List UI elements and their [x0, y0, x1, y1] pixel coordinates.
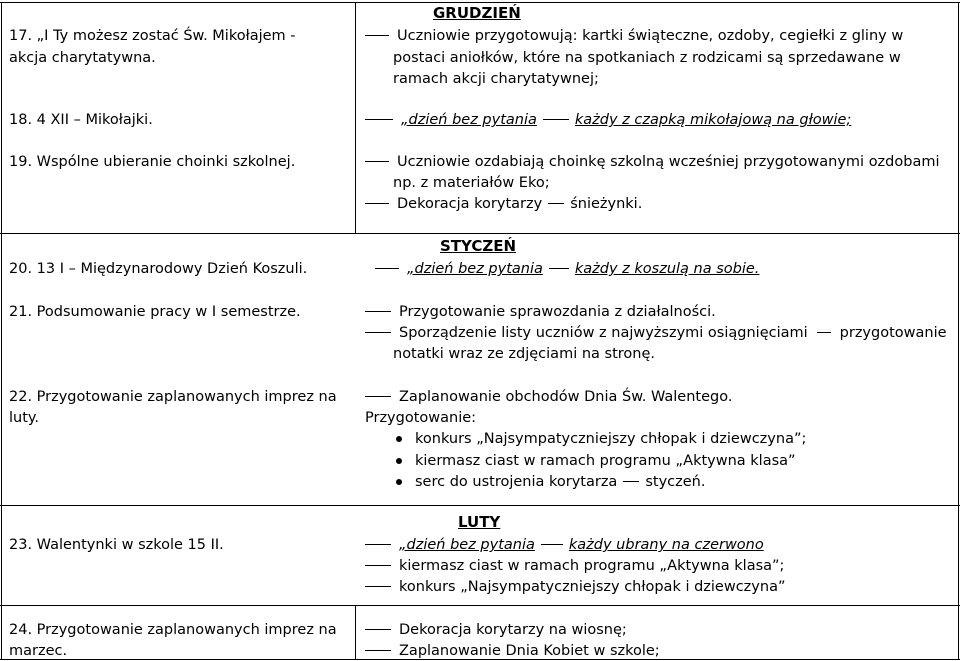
- february-task-4: Dekoracja korytarzy na wiosnę;: [365, 620, 627, 640]
- december-task-1-line1: Uczniowie przygotowują: kartki świąteczne, ozdoby, cegiełki z gliny w: [365, 26, 903, 46]
- month-heading-december: GRUDZIEŃ: [433, 4, 521, 22]
- item-20: 20. 13 I – Międzynarodowy Dzień Koszuli.: [9, 261, 308, 277]
- item-21: 21. Podsumowanie pracy w I semestrze.: [9, 304, 301, 320]
- section-divider-1: [0, 233, 960, 234]
- bullet-icon: [396, 436, 402, 442]
- month-heading-february: LUTY: [458, 513, 501, 531]
- column-divider-bottom: [355, 605, 356, 660]
- december-task-1-line2: postaci aniołków, które na spotkaniach z rodzicami są sprzedawane w: [393, 50, 901, 66]
- december-task-4: Dekoracja korytarzy śnieżynki.: [365, 194, 642, 214]
- item-18: 18. 4 XII – Mikołajki.: [9, 112, 153, 128]
- bullet-icon: [396, 479, 402, 485]
- item-22-line2: luty.: [9, 410, 40, 426]
- january-task-4: Zaplanowanie obchodów Dnia Św. Walentego.: [365, 387, 732, 407]
- february-task-3: konkurs „Najsympatyczniejszy chłopak i dziewczyna”: [365, 577, 785, 597]
- column-divider-top: [355, 2, 356, 233]
- february-task-2: kiermasz ciast w ramach programu „Aktywna klasa”;: [365, 556, 784, 576]
- january-task-5: Przygotowanie:: [365, 410, 477, 426]
- item-23: 23. Walentynki w szkole 15 II.: [9, 537, 224, 553]
- january-bullet-2: kiermasz ciast w ramach programu „Aktywna klasa”: [415, 453, 796, 469]
- january-bullet-1: konkurs „Najsympatyczniejszy chłopak i dziewczyna”;: [415, 431, 807, 447]
- february-task-5: Zaplanowanie Dnia Kobiet w szkole;: [365, 641, 660, 661]
- january-task-3-line1: Sporządzenie listy uczniów z najwyższymi osiągnięciami przygotowanie: [365, 323, 947, 343]
- january-task-3-line2: notatki wraz ze zdjęciami na stronę.: [393, 346, 655, 362]
- february-task-1: „dzień bez pytania każdy ubrany na czerwono: [365, 535, 764, 555]
- row-divider: [0, 605, 960, 606]
- table-top-border: [0, 2, 960, 3]
- section-divider-2: [0, 505, 960, 506]
- january-task-2: Przygotowanie sprawozdania z działalności.: [365, 302, 716, 322]
- month-heading-january: STYCZEŃ: [440, 237, 517, 255]
- table-right-border: [958, 2, 959, 660]
- item-24-line2: marzec.: [9, 643, 68, 659]
- item-17-line2: akcja charytatywna.: [9, 50, 156, 66]
- item-22-line1: 22. Przygotowanie zaplanowanych imprez na: [9, 389, 337, 405]
- january-task-1: „dzień bez pytania każdy z koszulą na sobie.: [375, 259, 759, 279]
- december-task-1-line3: ramach akcji charytatywnej;: [393, 71, 599, 87]
- item-24-line1: 24. Przygotowanie zaplanowanych imprez na: [9, 622, 337, 638]
- bullet-icon: [396, 458, 402, 464]
- december-task-3-line1: Uczniowie ozdabiają choinkę szkolną wcześniej przygotowanymi ozdobami: [365, 152, 940, 172]
- december-task-3-line2: np. z materiałów Eko;: [393, 175, 550, 191]
- item-19: 19. Wspólne ubieranie choinki szkolnej.: [9, 154, 296, 170]
- item-17-line1: 17. „I Ty możesz zostać Św. Mikołajem -: [9, 28, 296, 44]
- table-left-border: [1, 2, 2, 660]
- january-bullet-3: serc do ustrojenia korytarza styczeń.: [415, 474, 706, 490]
- december-task-2: „dzień bez pytania każdy z czapką mikołajową na głowie;: [365, 110, 851, 130]
